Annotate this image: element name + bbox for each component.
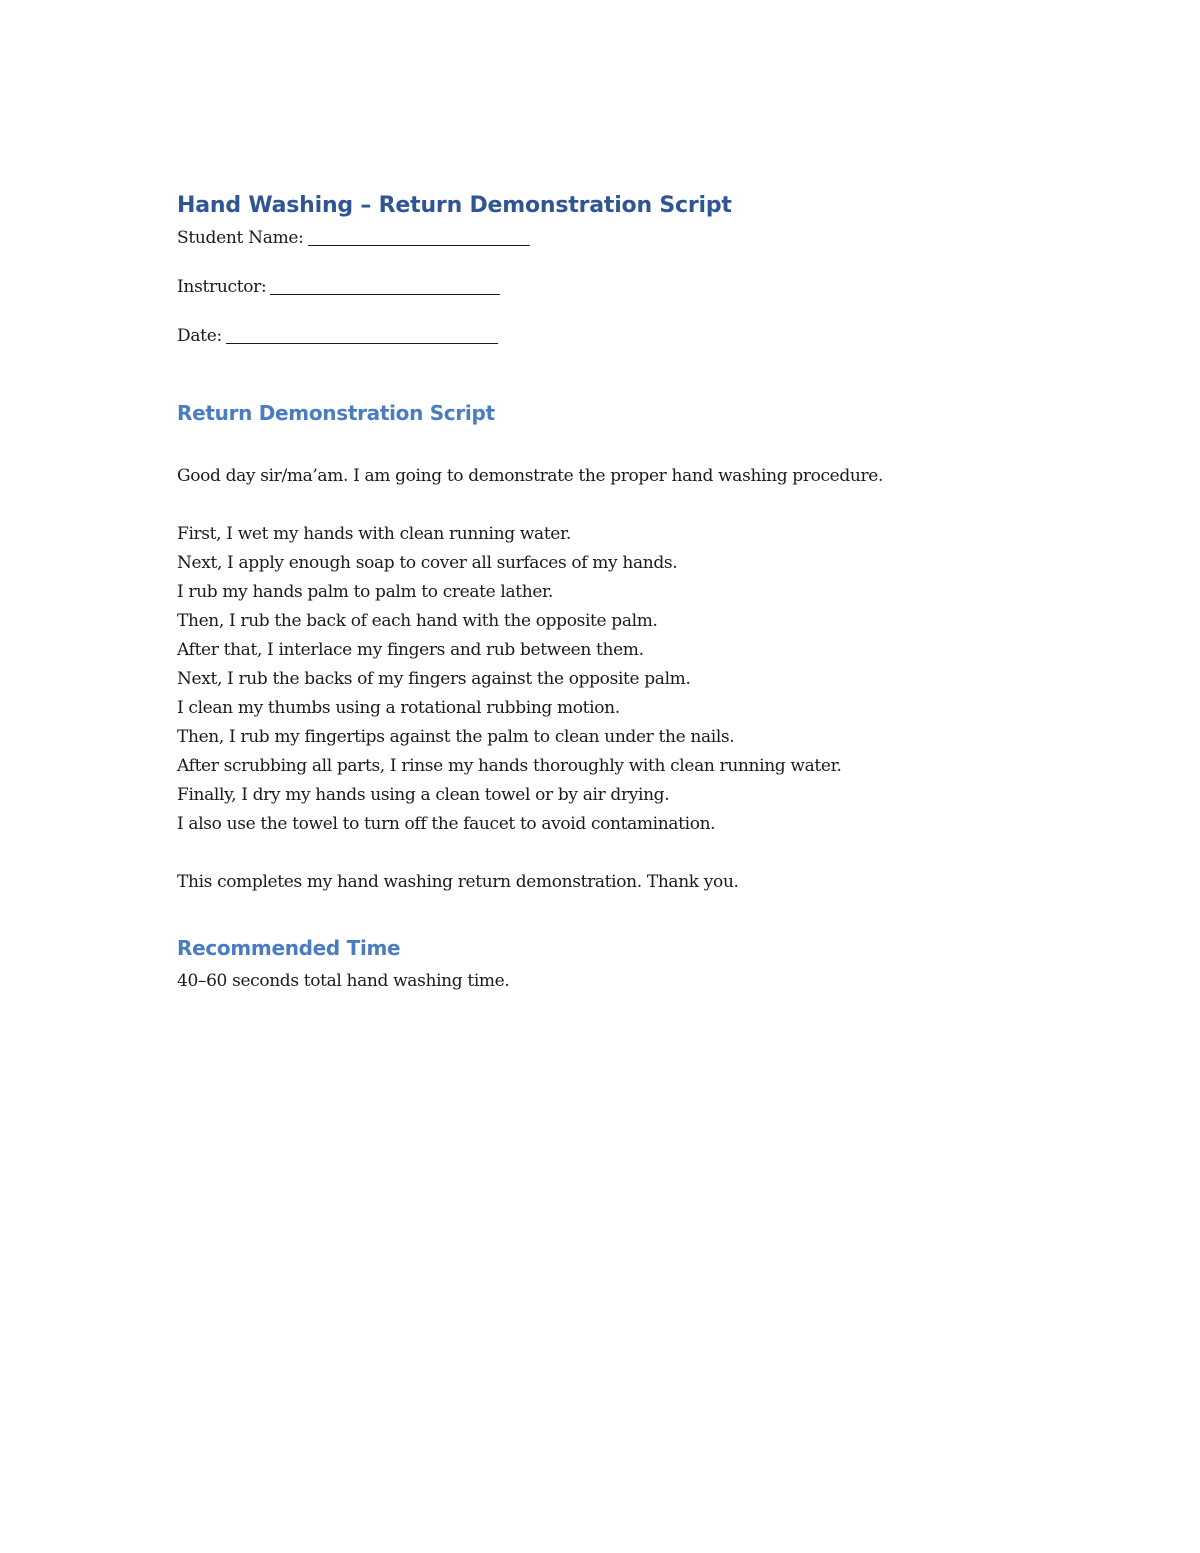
time-paragraph: 40–60 seconds total hand washing time.: [177, 971, 510, 991]
script-heading: Return Demonstration Script: [177, 401, 495, 425]
time-heading: Recommended Time: [177, 936, 401, 960]
date-label: Date:: [177, 326, 222, 346]
step-line: Next, I apply enough soap to cover all surfaces of my hands.: [177, 553, 678, 573]
step-line: After scrubbing all parts, I rinse my hands thoroughly with clean running water.: [177, 756, 842, 776]
document-title: Hand Washing – Return Demonstration Script: [177, 193, 732, 218]
date-field: [177, 324, 1077, 348]
step-line: Next, I rub the backs of my fingers against the opposite palm.: [177, 669, 691, 689]
step-line: First, I wet my hands with clean running water.: [177, 524, 571, 544]
step-line: Then, I rub my fingertips against the palm to clean under the nails.: [177, 727, 735, 747]
student-name-blank: [308, 227, 530, 246]
student-name-field: [177, 226, 1077, 250]
intro-paragraph: Good day sir/ma’am. I am going to demonstrate the proper hand washing procedure.: [177, 466, 884, 486]
student-name-label: Student Name:: [177, 228, 304, 248]
step-line: I rub my hands palm to palm to create lather.: [177, 582, 554, 602]
step-line: After that, I interlace my fingers and rub between them.: [177, 640, 644, 660]
instructor-field: [177, 275, 1077, 299]
step-line: Finally, I dry my hands using a clean towel or by air drying.: [177, 785, 670, 805]
closing-paragraph: This completes my hand washing return demonstration. Thank you.: [177, 872, 739, 892]
date-blank: [226, 325, 498, 344]
instructor-label: Instructor:: [177, 277, 267, 297]
step-line: Then, I rub the back of each hand with the opposite palm.: [177, 611, 658, 631]
step-line: I clean my thumbs using a rotational rubbing motion.: [177, 698, 620, 718]
document-page: [177, 190, 1077, 996]
step-line: I also use the towel to turn off the faucet to avoid contamination.: [177, 814, 716, 834]
instructor-blank: [270, 276, 500, 295]
steps-list: [177, 520, 1077, 839]
